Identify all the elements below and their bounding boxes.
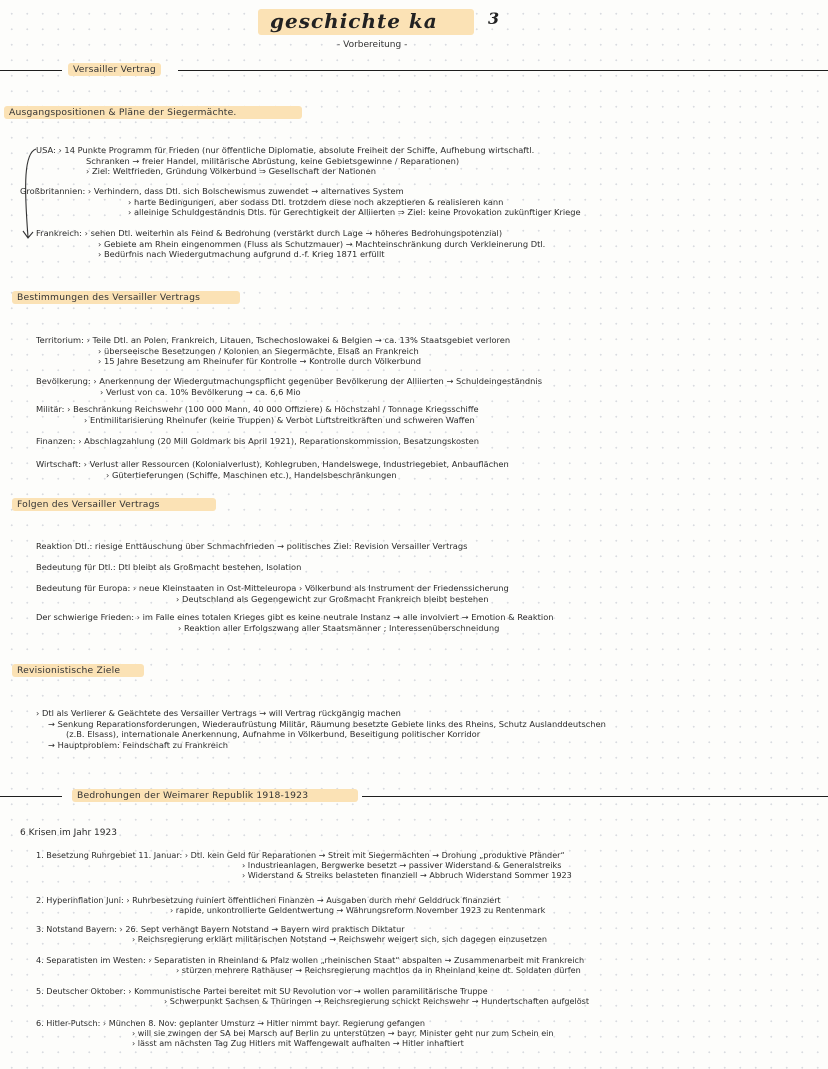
territorium-line: › 15 Jahre Besetzung am Rheinufer für Kontrolle → Kontrolle durch Völkerbund xyxy=(98,356,422,366)
section-title-versailles: Versailler Vertrag xyxy=(68,63,161,76)
section-rule-left xyxy=(0,70,62,71)
fr-block xyxy=(36,228,545,260)
revision-line: → Senkung Reparationsforderungen, Wiederaufrüstung Militär, Räumung besetzte Gebiete links des Rheins, Schutz Auslanddeutschen xyxy=(48,718,606,729)
crisis-line: › Reichsregierung erklärt militärischen Notstand → Reichswehr weigert sich, sich dagegen einzusetzen xyxy=(132,934,547,944)
crisis-line: › Schwerpunkt Sachsen & Thüringen → Reichsregierung schickt Reichswehr → Hundertschaften aufgelöst xyxy=(164,996,590,1006)
fr-line: › Gebiete am Rhein eingenommen (Fluss als Schutzmauer) → Machteinschränkung durch Verkleinerung Dtl. xyxy=(98,238,546,249)
heading-revisionistische-ziele: Revisionistische Ziele xyxy=(12,664,144,677)
crisis-block xyxy=(36,895,545,915)
section-title-weimar: Bedrohungen der Weimarer Republik 1918-1923 xyxy=(72,789,358,802)
folgen-line: Bedeutung für Dtl.: Dtl bleibt als Großmacht bestehen, Isolation xyxy=(36,561,302,572)
crisis-block xyxy=(36,986,589,1006)
bevoelkerung-line: Bevölkerung: › Anerkennung der Wiedergutmachungspflicht gegenüber Bevölkerung der Alliierten → Schuldeingeständnis xyxy=(36,376,543,386)
folgen-line: Reaktion Dtl.: riesige Enttäuschung über Schmachfrieden → politisches Ziel: Revision Versailler Vertrags xyxy=(36,541,468,551)
folgen-block xyxy=(36,541,467,572)
frieden-block xyxy=(36,612,554,633)
wirtschaft-line: › Gütertieferungen (Schiffe, Maschinen etc.), Handelsbeschränkungen xyxy=(106,469,397,480)
crisis-block xyxy=(36,1018,554,1048)
crisis-line: › lässt am nächsten Tag Zug Hitlers mit Waffengewalt aufhalten → Hitler inhaftiert xyxy=(132,1038,464,1048)
territorium-line: › überseeische Besetzungen / Kolonien an Siegermächte, Elsaß an Frankreich xyxy=(98,345,419,356)
militaer-line: › Entmilitarisierung Rheinufer (keine Truppen) & Verbot Luftstreitkräften und schweren Waffen xyxy=(84,414,475,425)
crisis-line: 3. Notstand Bayern: › 26. Sept verhängt Bayern Notstand → Bayern wird praktisch Diktatur xyxy=(36,924,405,934)
militaer-line: Militär: › Beschränkung Reichswehr (100 000 Mann, 40 000 Offiziere) & Höchstzahl / Tonnage Kriegsschiffe xyxy=(36,404,479,414)
revision-block xyxy=(36,708,606,750)
gb-line: Großbritannien: › Verhindern, dass Dtl. sich Bolschewismus zuwendet → alternatives System xyxy=(20,186,404,196)
crisis-line: 6. Hitler-Putsch: › München 8. Nov: geplanter Umsturz → Hitler nimmt bayr. Regierung gefangen xyxy=(36,1018,425,1028)
crisis-line: › stürzen mehrere Rathäuser → Reichsregierung machtlos da in Rheinland keine dt. Soldaten dürfen xyxy=(176,965,581,975)
page-title: geschichte ka xyxy=(270,9,438,33)
europa-line: › Deutschland als Gegengewicht zur Großmacht Frankreich bleibt bestehen xyxy=(176,593,489,604)
crisis-line: 2. Hyperinflation Juni: › Ruhrbesetzung ruiniert öffentlichen Finanzen → Ausgaben durch mehr Gelddruck finanziert xyxy=(36,895,501,905)
heading-ausgangspositionen: Ausgangspositionen & Pläne der Siegermächte. xyxy=(4,106,302,119)
crisis-block xyxy=(36,924,547,944)
usa-line: › Ziel: Weltfrieden, Gründung Völkerbund ⇒ Gesellschaft der Nationen xyxy=(86,166,377,176)
gb-block xyxy=(20,186,581,218)
territorium-line: Territorium: › Teile Dtl. an Polen, Frankreich, Litauen, Tschechoslowakei & Belgien → ca. 13% Staatsgebiet verloren xyxy=(36,335,511,345)
europa-block xyxy=(36,583,509,604)
revision-line: → Hauptproblem: Feindschaft zu Frankreich xyxy=(48,739,229,750)
section-rule-right xyxy=(178,70,828,71)
page-number: 3 xyxy=(488,9,501,28)
crisis-line: 5. Deutscher Oktober: › Kommunistische Partei bereitet mit SU Revolution vor → wollen paramilitärische Truppe xyxy=(36,986,488,996)
crisis-block xyxy=(36,955,584,975)
revision-line: (z.B. Elsass), internationale Anerkennung, Aufnahme in Völkerbund, Beseitigung politischer Korridor xyxy=(66,729,481,739)
frieden-line: › Reaktion aller Erfolgszwang aller Staatsmänner ; Interessenüberschneidung xyxy=(178,622,500,633)
fr-line: › Bedürfnis nach Wiedergutmachung aufgrund d.-f. Krieg 1871 erfüllt xyxy=(98,249,385,259)
crisis-line: › will sie zwingen der SA bei Marsch auf Berlin zu unterstützen → bayr. Minister geht nur zum Schein ein xyxy=(132,1028,554,1038)
crisis-line: 1. Besetzung Ruhrgebiet 11. Januar: › Dtl. kein Geld für Reparationen → Streit mit Siegermächten → Drohung „produktive Pfänder“ xyxy=(36,850,565,860)
territorium-block xyxy=(36,335,510,367)
wirtschaft-block xyxy=(36,459,509,480)
crisis-line: 4. Separatisten im Westen: › Separatisten in Rheinland & Pfalz wollen „rheinischen Staat“ abspalten → Zusammenarbeit mit Frankreich xyxy=(36,955,585,965)
crises-intro: 6 Krisen im Jahr 1923 xyxy=(20,828,117,838)
usa-line: Schranken → freier Handel, militärische Abrüstung, keine Gebietsgewinne / Reparationen) xyxy=(86,155,460,166)
heading-bestimmungen: Bestimmungen des Versailler Vertrags xyxy=(12,291,240,304)
heading-folgen: Folgen des Versailler Vertrags xyxy=(12,498,216,511)
crisis-line: › Widerstand & Streiks belasteten finanziell → Abbruch Widerstand Sommer 1923 xyxy=(242,870,572,880)
fr-line: Frankreich: › sehen Dtl. weiterhin als Feind & Bedrohung (verstärkt durch Lage → höheres Bedrohungspotenzial) xyxy=(36,228,503,238)
page-subtitle: - Vorbereitung - xyxy=(337,40,408,50)
usa-block xyxy=(36,145,534,177)
revision-line: › Dtl als Verlierer & Geächtete des Versailler Vertrags → will Vertrag rückgängig machen xyxy=(36,708,401,718)
crisis-line: › rapide, unkontrollierte Geldentwertung → Währungsreform November 1923 zu Rentenmark xyxy=(170,905,546,915)
finanzen-line: Finanzen: › Abschlagzahlung (20 Mill Goldmark bis April 1921), Reparationskommission, Besatzungskosten xyxy=(36,436,479,446)
bevoelkerung-line: › Verlust von ca. 10% Bevölkerung → ca. 6,6 Mio xyxy=(100,386,301,397)
gb-line: › alleinige Schuldgeständnis Dtls. für Gerechtigkeit der Alliierten ⇒ Ziel: keine Provokation zukünftiger Kriege xyxy=(128,207,581,217)
section-rule-left xyxy=(0,796,62,797)
frieden-line: Der schwierige Frieden: › im Falle eines totalen Krieges gibt es keine neutrale Instanz → alle involviert → Emotion & Reaktion xyxy=(36,612,554,622)
crisis-line: › Industrieanlagen, Bergwerke besetzt → passiver Widerstand & Generalstreiks xyxy=(242,860,562,870)
finanzen-block xyxy=(36,436,479,447)
crisis-block xyxy=(36,850,572,880)
bevoelkerung-block xyxy=(36,376,542,397)
section-rule-right xyxy=(362,796,828,797)
europa-line: Bedeutung für Europa: › neue Kleinstaaten in Ost-Mitteleuropa › Völkerbund als Instrument der Friedenssicherung xyxy=(36,583,509,593)
militaer-block xyxy=(36,404,479,425)
gb-line: › harte Bedingungen, aber sodass Dtl. trotzdem diese noch akzeptieren & realisieren kann xyxy=(128,196,504,207)
usa-line: USA: › 14 Punkte Programm für Frieden (nur öffentliche Diplomatie, absolute Freiheit der Schiffe, Aufhebung wirtschaftl. xyxy=(36,145,535,155)
wirtschaft-line: Wirtschaft: › Verlust aller Ressourcen (Kolonialverlust), Kohlegruben, Handelswege, Industriegebiet, Anbauflächen xyxy=(36,459,509,469)
